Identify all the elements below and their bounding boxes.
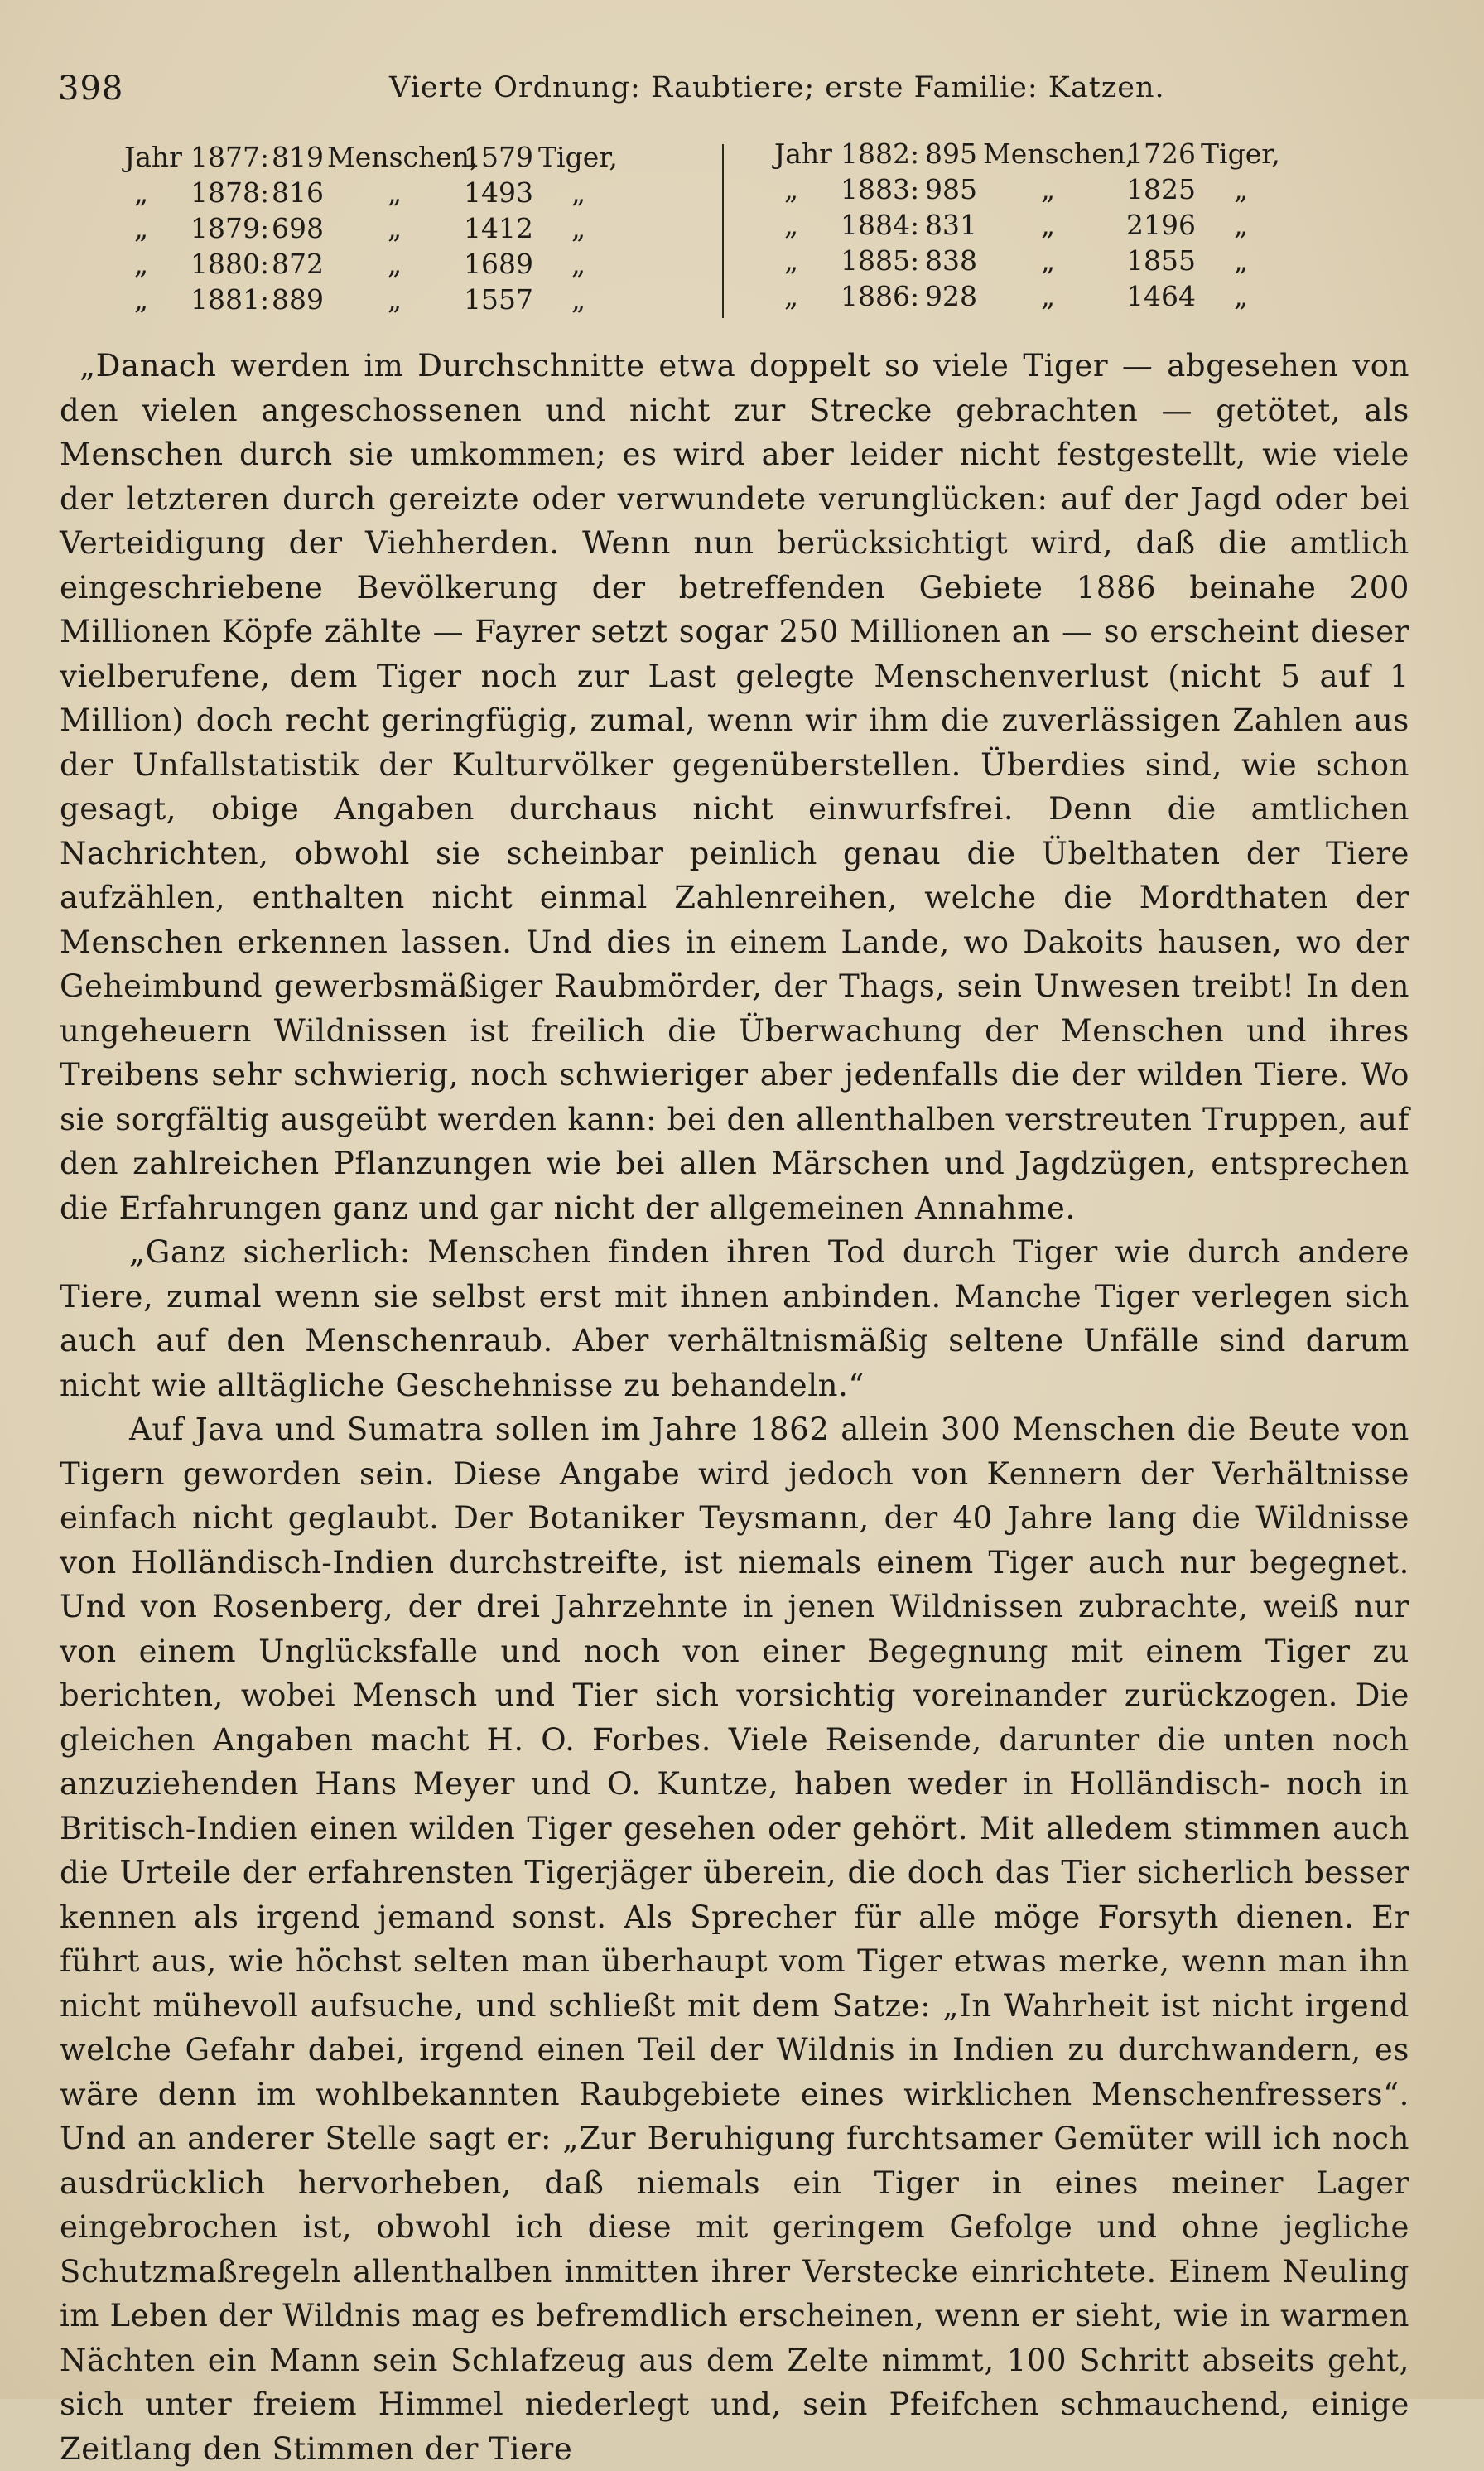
ditto-mark: „ — [1041, 280, 1056, 312]
men-label: Menschen, — [327, 141, 479, 173]
ditto-mark: „ — [1234, 209, 1249, 241]
table-row — [124, 283, 687, 319]
tiger-count: 1493 — [464, 176, 533, 209]
ditto-mark: „ — [1041, 209, 1056, 241]
statistics-column-right — [774, 138, 1337, 316]
ditto-mark: „ — [388, 212, 402, 244]
tiger-count: 1412 — [464, 212, 533, 244]
ditto-mark: „ — [388, 248, 402, 280]
year-cell: 1882: — [841, 138, 920, 170]
table-row — [774, 209, 1337, 244]
year-cell: 1884: — [841, 209, 920, 241]
year-cell: 1885: — [841, 244, 920, 277]
year-cell: 1886: — [841, 280, 920, 312]
tiger-count: 1855 — [1126, 244, 1196, 277]
ditto-mark: „ — [571, 283, 586, 316]
table-row — [774, 244, 1337, 280]
ditto-mark: „ — [571, 176, 586, 209]
ditto-mark: „ — [784, 209, 799, 241]
statistics-table — [124, 138, 1300, 331]
year-cell: 1878: — [190, 176, 270, 209]
year-cell: 1879: — [190, 212, 270, 244]
ditto-mark: „ — [388, 176, 402, 209]
ditto-mark: „ — [784, 280, 799, 312]
ditto-mark: „ — [1234, 280, 1249, 312]
men-count: 816 — [272, 176, 324, 209]
tiger-count: 1464 — [1126, 280, 1196, 312]
ditto-mark: „ — [134, 176, 149, 209]
tiger-count: 1689 — [464, 248, 533, 280]
ditto-mark: „ — [134, 248, 149, 280]
table-row — [774, 138, 1337, 173]
year-cell: 1880: — [190, 248, 270, 280]
ditto-mark: „ — [571, 248, 586, 280]
men-count: 698 — [272, 212, 324, 244]
running-head: Vierte Ordnung: Raubtiere; erste Familie: Katzen. — [389, 71, 1165, 104]
ditto-mark: „ — [1234, 173, 1249, 205]
tiger-count: 2196 — [1126, 209, 1196, 241]
men-label: Menschen, — [983, 138, 1135, 170]
year-cell: 1883: — [841, 173, 920, 205]
men-count: 872 — [272, 248, 324, 280]
ditto-mark: „ — [571, 212, 586, 244]
ditto-mark: „ — [784, 173, 799, 205]
ditto-mark: „ — [1041, 173, 1056, 205]
men-count: 838 — [925, 244, 977, 277]
table-row — [124, 176, 687, 212]
men-count: 928 — [925, 280, 977, 312]
men-count: 889 — [272, 283, 324, 316]
tiger-label: Tiger, — [538, 141, 618, 173]
ditto-mark: „ — [1234, 244, 1249, 277]
table-row — [774, 173, 1337, 209]
men-count: 985 — [925, 173, 977, 205]
men-count: 895 — [925, 138, 977, 170]
table-row — [124, 141, 687, 176]
page-header — [58, 70, 1416, 119]
paragraph-1: „Danach werden im Durchschnitte etwa doppelt so viele Tiger — abgesehen von den vielen angeschossenen und nicht zur Strecke gebrachten — getötet, als Menschen durch sie umkommen; es wird aber leider nicht festgestellt, wie viele der letzteren durch gereizte oder verwundete verunglücken: auf der Jagd oder bei Verteidigung der Viehherden. Wenn nun berücksichtigt wird, daß die amtlich eingeschriebene Bevölkerung der betreffenden Gebiete 1886 beinahe 200 Millionen Köpfe zählte — Fayrer setzt sogar 250 Millionen an — so erscheint dieser vielberufene, dem Tiger noch zur Last gelegte Menschenverlust (nicht 5 auf 1 Million) doch recht geringfügig, zumal, wenn wir ihm die zuverlässigen Zahlen aus der Unfallstatistik der Kulturvölker gegenüberstellen. Überdies sind, wie schon gesagt, obige Angaben durchaus nicht einwurfsfrei. Denn die amtlichen Nachrichten, obwohl sie scheinbar peinlich genau die Übelthaten der Tiere aufzählen, enthalten nicht einmal Zahlenreihen, welche die Mordthaten der Menschen erkennen lassen. Und dies in einem Lande, wo Dakoits hausen, wo der Geheimbund gewerbsmäßiger Raubmörder, der Thags, sein Unwesen treibt! In den ungeheuern Wildnissen ist freilich die Überwachung der Menschen und ihres Treibens sehr schwierig, noch schwieriger aber jedenfalls die der wilden Tiere. Wo sie sorgfältig ausgeübt werden kann: bei den allenthalben verstreuten Truppen, auf den zahlreichen Pflanzungen wie bei allen Märschen und Jagdzügen, entsprechen die Erfahrungen ganz und gar nicht der allgemeinen Annahme. — [60, 348, 1409, 1226]
column-divider — [722, 144, 724, 318]
body-text — [60, 344, 1409, 2471]
year-cell: 1877: — [190, 141, 270, 173]
ditto-mark: „ — [1041, 244, 1056, 277]
table-row — [774, 280, 1337, 316]
tiger-count: 1726 — [1126, 138, 1196, 170]
table-row — [124, 212, 687, 248]
page-number: 398 — [58, 70, 124, 108]
ditto-mark: „ — [388, 283, 402, 316]
paragraph-2: „Ganz sicherlich: Menschen finden ihren Tod durch Tiger wie durch andere Tiere, zumal wenn sie selbst erst mit ihnen anbinden. Manche Tiger verlegen sich auch auf den Menschenraub. Aber verhältnismäßig seltene Unfälle sind darum nicht wie alltägliche Geschehnisse zu behandeln.“ — [60, 1234, 1409, 1403]
men-count: 831 — [925, 209, 977, 241]
ditto-mark: „ — [134, 212, 149, 244]
year-cell: 1881: — [190, 283, 270, 316]
tiger-count: 1557 — [464, 283, 533, 316]
tiger-label: Tiger, — [1201, 138, 1280, 170]
paragraph-3: Auf Java und Sumatra sollen im Jahre 1862 allein 300 Menschen die Beute von Tigern geworden sein. Diese Angabe wird jedoch von Kennern der Verhältnisse einfach nicht geglaubt. Der Botaniker Teysmann, der 40 Jahre lang die Wildnisse von Holländisch-Indien durchstreifte, ist niemals einem Tiger auch nur begegnet. Und von Rosenberg, der drei Jahrzehnte in jenen Wildnissen zubrachte, weiß nur von einem Unglücksfalle und noch von einer Begegnung mit einem Tiger zu berichten, wobei Mensch und Tier sich vorsichtig voreinander zurückzogen. Die gleichen Angaben macht H. O. Forbes. Viele Reisende, darunter die unten noch anzuziehenden Hans Meyer und O. Kuntze, haben weder in Holländisch- noch in Britisch-Indien einen wilden Tiger gesehen oder gehört. Mit alledem stimmen auch die Urteile der erfahrensten Tigerjäger überein, die doch das Tier sicherlich besser kennen als irgend jemand sonst. Als Sprecher für alle möge Forsyth dienen. Er führt aus, wie höchst selten man überhaupt vom Tiger etwas merke, wenn man ihn nicht mühevoll aufsuche, und schließt mit dem Satze: „In Wahrheit ist nicht irgend welche Gefahr dabei, irgend einen Teil der Wildnis in Indien zu durchwandern, es wäre denn im wohlbekannten Raubgebiete eines wirklichen Menschenfressers“. Und an anderer Stelle sagt er: „Zur Beruhigung furchtsamer Gemüter will ich noch ausdrücklich hervorheben, daß niemals ein Tiger in eines meiner Lager eingebrochen ist, obwohl ich diese mit geringem Gefolge und ohne jegliche Schutzmaßregeln allenthalben inmitten ihrer Verstecke einrichtete. Einem Neuling im Leben der Wildnis mag es befremdlich erscheinen, wenn er sieht, wie in warmen Nächten ein Mann sein Schlafzeug aus dem Zelte nimmt, 100 Schritt abseits geht, sich unter freiem Himmel niederlegt und, sein Pfeifchen schmauchend, einige Zeitlang den Stimmen der Tiere — [60, 1412, 1409, 2467]
men-count: 819 — [272, 141, 324, 173]
ditto-mark: „ — [784, 244, 799, 277]
tiger-count: 1579 — [464, 141, 533, 173]
statistics-column-left — [124, 141, 687, 319]
tiger-count: 1825 — [1126, 173, 1196, 205]
table-row — [124, 248, 687, 283]
ditto-mark: „ — [134, 283, 149, 316]
row-label: Jahr — [124, 141, 182, 173]
row-label: Jahr — [774, 138, 832, 170]
